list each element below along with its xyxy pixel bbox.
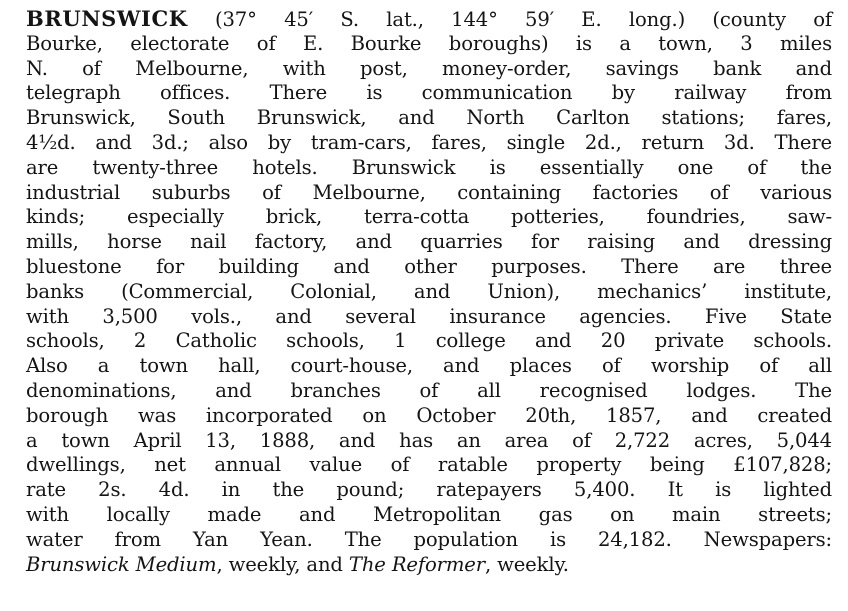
entry-line-7: are twenty-three hotels. Brunswick is essentially one of the [26,155,832,179]
newspaper-title-1: Brunswick Medium [26,552,217,576]
headword: BRUNSWICK [26,6,188,31]
entry-line-18: a town April 13, 1888, and has an area of 2,722 acres, 5,044 [26,428,832,452]
entry-line-9: kinds; especially brick, terra-cotta potteries, foundries, saw- [26,205,832,229]
entry-line-20: rate 2s. 4d. in the pound; ratepayers 5,400. It is lighted [26,478,832,502]
entry-line-6: 4½d. and 3d.; also by tram-cars, fares, single 2d., return 3d. There [26,130,832,154]
entry-line-23 [26,553,832,578]
entry-line-13: with 3,500 vols., and several insurance agencies. Five State [26,304,832,328]
entry-line-2: Bourke, electorate of E. Bourke boroughs) is a town, 3 miles [26,31,832,55]
newspaper-title-2: The Reformer [348,552,485,576]
entry-line-12: banks (Commercial, Colonial, and Union), mechanics’ institute, [26,279,832,303]
entry-line-16: denominations, and branches of all recognised lodges. The [26,378,832,402]
entry-line-5: Brunswick, South Brunswick, and North Carlton stations; fares, [26,106,832,130]
newspaper-separator-2: , weekly. [484,552,569,576]
entry-line-19: dwellings, net annual value of ratable property being £107,828; [26,453,832,477]
entry-line-17: borough was incorporated on October 20th, 1857, and created [26,403,832,427]
newspaper-separator-1: , weekly, and [216,552,349,576]
entry-line-1 [26,7,832,32]
entry-line-10: mills, horse nail factory, and quarries for raising and dressing [26,230,832,254]
entry-line-14: schools, 2 Catholic schools, 1 college and 20 private schools. [26,329,832,353]
entry-line-3: N. of Melbourne, with post, money-order, savings bank and [26,56,832,80]
entry-line-4: telegraph offices. There is communication by railway from [26,81,832,105]
gazetteer-entry [26,7,832,577]
entry-line-15: Also a town hall, court-house, and places of worship of all [26,354,832,378]
entry-line-8: industrial suburbs of Melbourne, containing factories of various [26,180,832,204]
entry-line-22: water from Yan Yean. The population is 24,182. Newspapers: [26,527,832,551]
entry-line-1-text: (37° 45′ S. lat., 144° 59′ E. long.) (county of [187,8,832,31]
entry-line-11: bluestone for building and other purposes. There are three [26,254,832,278]
entry-line-21: with locally made and Metropolitan gas on main streets; [26,502,832,526]
